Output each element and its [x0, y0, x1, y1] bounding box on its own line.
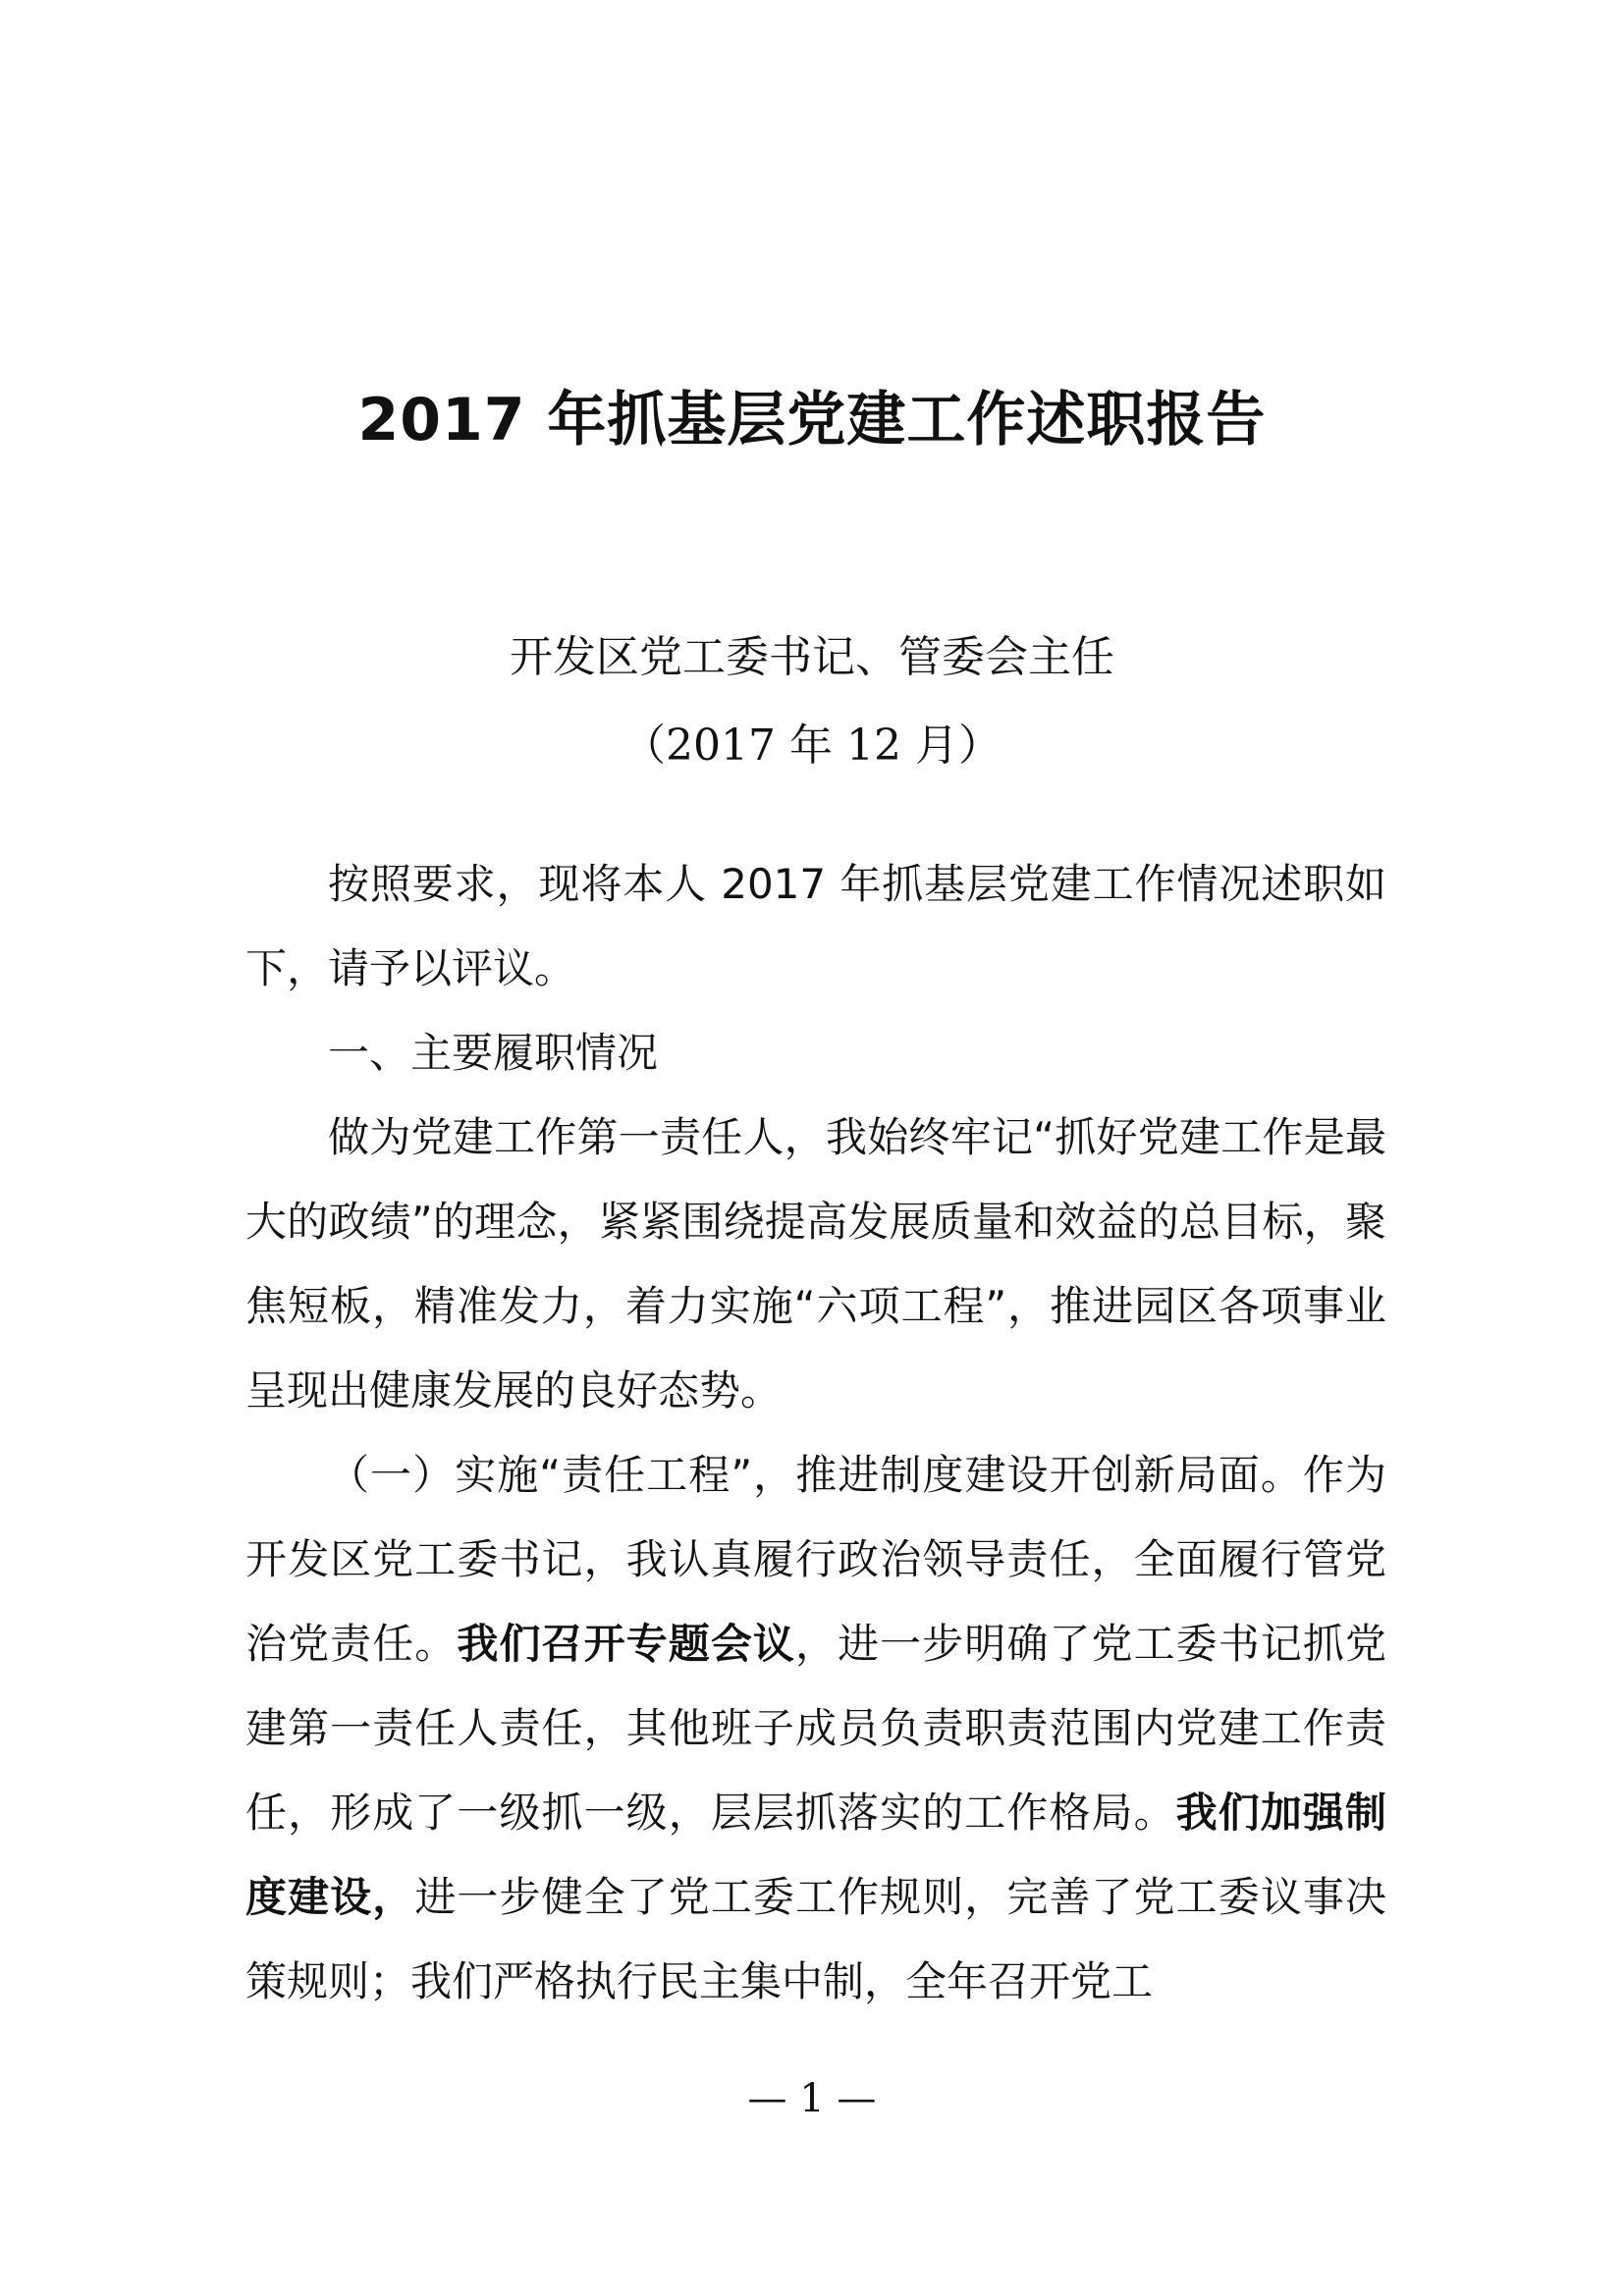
document-body: [245, 842, 1386, 2024]
date-line: （2017 年 12 月）: [623, 721, 1001, 771]
paragraph-1: 做为党建工作第一责任人，我始终牢记“抓好党建工作是最大的政绩”的理念，紧紧围绕提高发展质量和效益的总目标，聚焦短板，精准发力，着力实施“六项工程”，推进园区各项事业呈现出健康发展的良好态势。: [245, 1113, 1386, 1415]
document-title: 2017 年抓基层党建工作述职报告: [357, 386, 1267, 454]
author-line: 开发区党工委书记、管委会主任: [510, 632, 1114, 682]
paragraph-2-bold-1: 我们召开专题会议: [457, 1620, 795, 1668]
paragraph-2-text-1: （一）实施“责任工程”，推进制度建设开创新局面。作为开发区党工委书记，我认真履行政治领导责任，全面履行管党治党责任。: [245, 1451, 1386, 1668]
paragraph-2: [245, 1433, 1386, 2024]
paragraph-2-bold-2: 我们加强制度建设，: [245, 1789, 1386, 1921]
page-number: — 1 —: [747, 2076, 877, 2121]
intro-paragraph: 按照要求，现将本人 2017 年抓基层党建工作情况述职如下，请予以评议。: [245, 860, 1386, 992]
paragraph-2-text-2: ，进一步明确了党工委书记抓党建第一责任人责任，其他班子成员负责职责范围内党建工作责任，形成了一级抓一级，层层抓落实的工作格局。: [245, 1620, 1386, 1837]
section-heading: 一、主要履职情况: [328, 1029, 659, 1077]
paragraph-2-text-3: 进一步健全了党工委工作规则，完善了党工委议事决策规则；我们严格执行民主集中制，全年召开党工: [245, 1873, 1386, 2005]
